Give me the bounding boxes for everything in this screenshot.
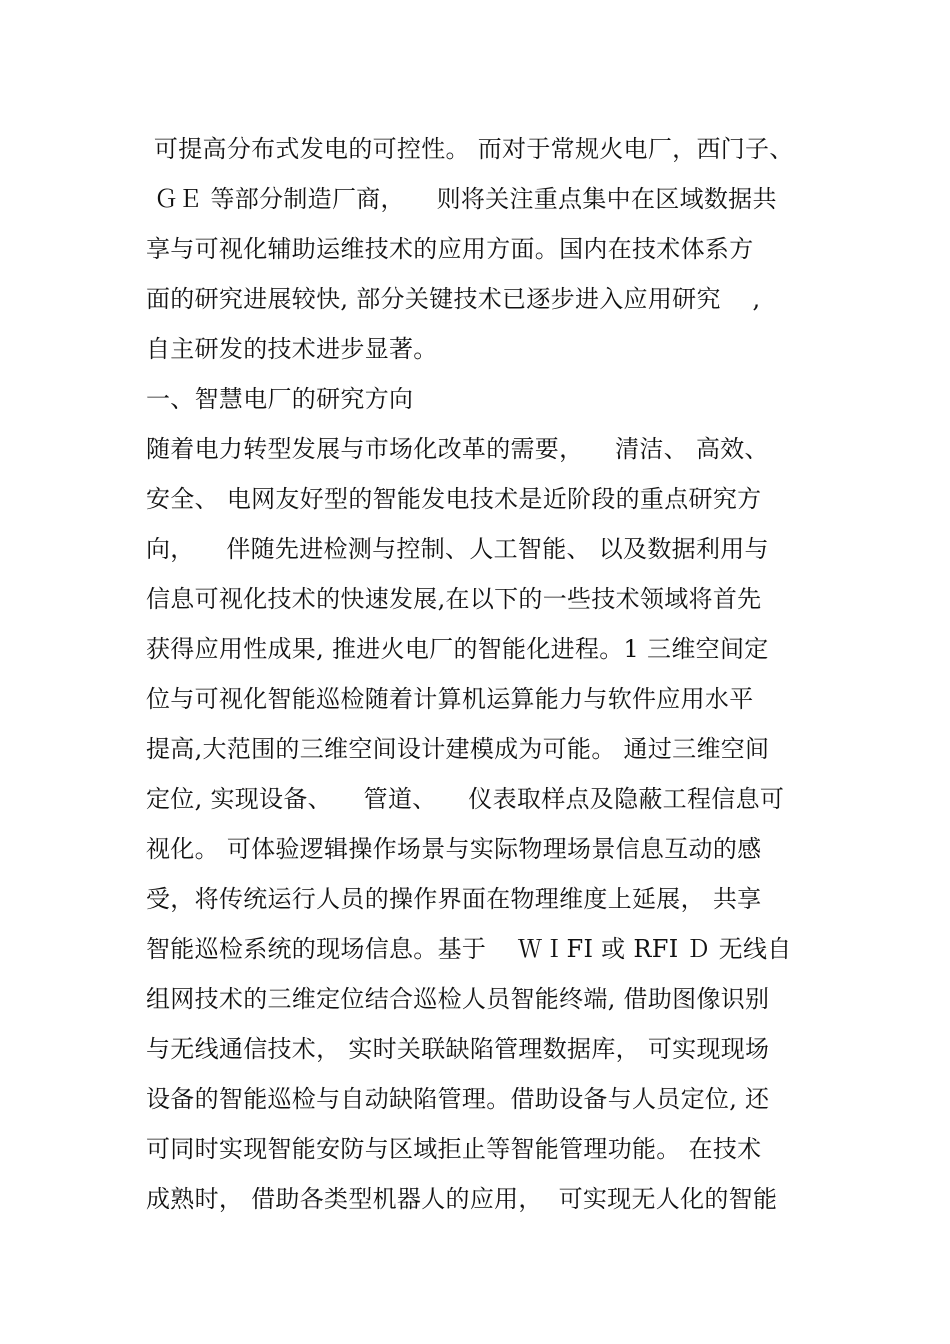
text-line: 组网技术的三维定位结合巡检人员智能终端, 借助图像识别 [146, 985, 770, 1013]
text-line: 可同时实现智能安防与区域拒止等智能管理功能。 在技术 [146, 1135, 762, 1163]
text-line: 享与可视化辅助运维技术的应用方面。国内在技术体系方 [146, 235, 754, 263]
text-line: 安全、 电网友好型的智能发电技术是近阶段的重点研究方 [146, 485, 762, 513]
text-line: 可提高分布式发电的可控性。 而对于常规火电厂，西门子、 [146, 135, 794, 163]
text-line: 提高,大范围的三维空间设计建模成为可能。 通过三维空间 [146, 735, 770, 763]
text-line: 视化。 可体验逻辑操作场景与实际物理场景信息互动的感 [146, 835, 762, 863]
text-line: 自主研发的技术进步显著。 [146, 335, 438, 363]
text-line: ＧＥ 等部分制造厂商， 则将关注重点集中在区域数据共 [146, 185, 777, 213]
text-line: 向， 伴随先进检测与控制、人工智能、 以及数据利用与 [146, 535, 769, 563]
text-line: 定位, 实现设备、 管道、 仪表取样点及隐蔽工程信息可 [146, 785, 785, 813]
text-line: 获得应用性成果, 推进火电厂的智能化进程。1 三维空间定 [146, 635, 769, 663]
text-line: 位与可视化智能巡检随着计算机运算能力与软件应用水平 [146, 685, 754, 713]
text-line: 成熟时， 借助各类型机器人的应用， 可实现无人化的智能 [146, 1185, 778, 1213]
text-line: 面的研究进展较快, 部分关键技术已逐步进入应用研究 , [146, 285, 761, 313]
text-line: 信息可视化技术的快速发展,在以下的一些技术领域将首先 [146, 585, 762, 613]
text-line: 随着电力转型发展与市场化改革的需要， 清洁、 高效、 [146, 435, 769, 463]
section-heading: 一、智慧电厂的研究方向 [146, 385, 414, 413]
text-line: 受，将传统运行人员的操作界面在物理维度上延展， 共享 [146, 885, 762, 913]
text-line: 与无线通信技术， 实时关联缺陷管理数据库， 可实现现场 [146, 1035, 770, 1063]
text-line: 智能巡检系统的现场信息。基于 ＷＩFI 或 RFI Ｄ 无线自 [146, 935, 792, 963]
text-line: 设备的智能巡检与自动缺陷管理。借助设备与人员定位, 还 [146, 1085, 770, 1113]
